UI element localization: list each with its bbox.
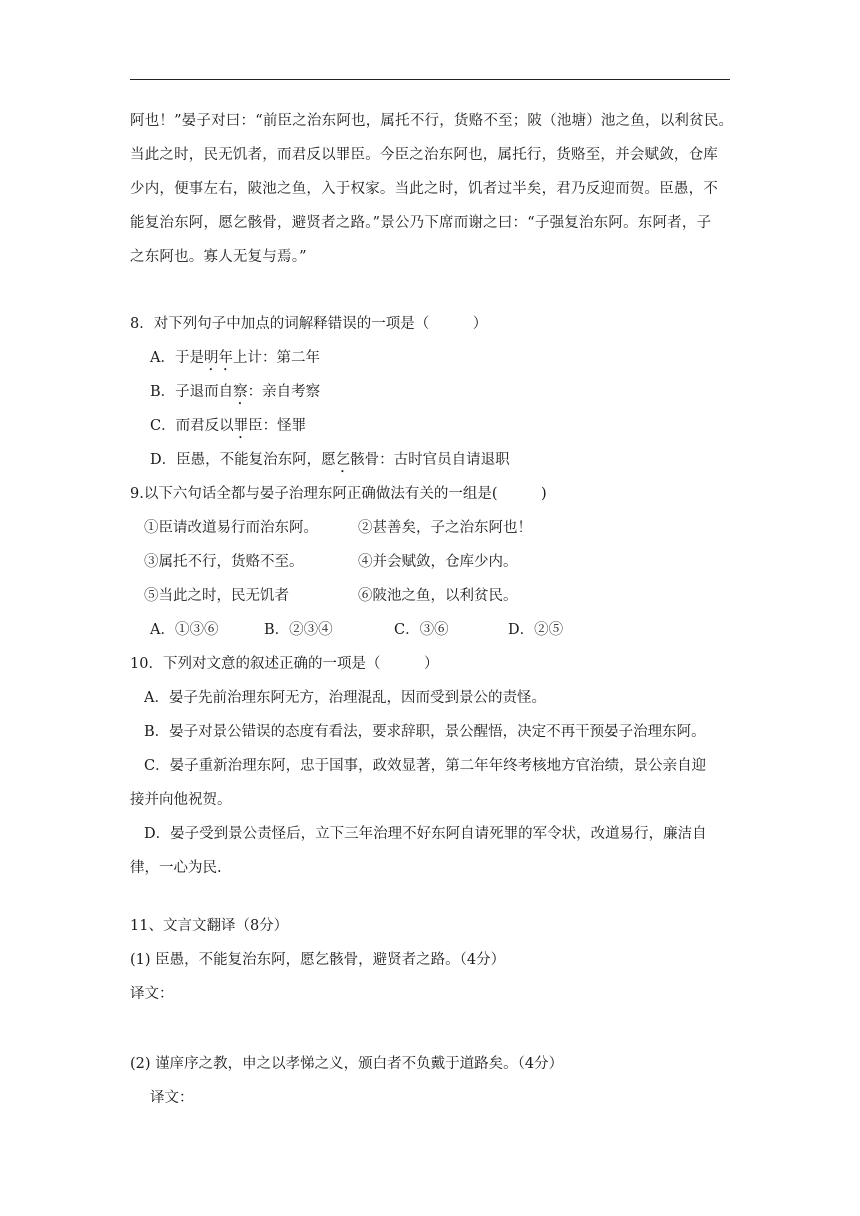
- option-text: D．臣愚，不能复治东阿，愿: [150, 452, 336, 468]
- option-b: B．②③④: [264, 622, 333, 638]
- passage-text: [130, 104, 734, 274]
- question-8: [130, 307, 740, 477]
- question-8-option-b: [130, 375, 740, 409]
- option-text: 骸骨：古时官员自请退职: [350, 452, 510, 468]
- dotted-word: 察: [233, 384, 248, 400]
- dotted-word: 罪: [233, 418, 249, 434]
- option-text: 臣：怪罪: [248, 418, 307, 434]
- list-item: ①臣请改道易行而治东阿。: [144, 520, 318, 536]
- passage-line: 少内，便事左右，陂池之鱼，入于权家。当此之时，饥者过半矣，君乃反迎而贺。臣愚，不: [130, 181, 718, 197]
- question-9-stem: 9.以下六句话全都与晏子治理东阿正确做法有关的一组是( ): [130, 486, 547, 502]
- option-text: B．子退而自: [150, 384, 234, 400]
- question-11-part-2: [130, 1047, 740, 1115]
- list-item: ⑤当此之时，民无饥者: [144, 588, 289, 604]
- dotted-word: 乞: [335, 452, 351, 468]
- question-11: [130, 909, 740, 1011]
- header-rule: [130, 79, 730, 80]
- question-10-stem: 10．下列对文意的叙述正确的一项是（ ）: [130, 656, 439, 672]
- list-item: ④并会赋敛，仓库少内。: [358, 554, 518, 570]
- question-9-item-row: [130, 511, 740, 545]
- question-8-stem: 8．对下列句子中加点的词解释错误的一项是（ ）: [130, 316, 488, 332]
- question-10: [130, 647, 740, 885]
- dotted-word: 明年: [203, 350, 233, 366]
- translation-label-2: 译文：: [150, 1090, 194, 1106]
- question-10-option-c: C．晏子重新治理东阿，忠于国事，政效显著，第二年年终考核地方官治绩，景公亲自迎: [144, 758, 707, 774]
- question-8-option-a: [130, 341, 740, 375]
- option-c: C．③⑥: [394, 622, 449, 638]
- question-8-option-d: [130, 443, 740, 477]
- question-10-option-d: D．晏子受到景公责怪后，立下三年治理不好东阿自请死罪的军令状，改道易行，廉洁自: [144, 826, 707, 842]
- list-item: ⑥陂池之鱼，以利贫民。: [358, 588, 518, 604]
- question-11-stem: 11、文言文翻译（8分）: [130, 918, 289, 934]
- passage-line: 能复治东阿，愿乞骸骨，避贤者之路。”景公乃下席而谢之曰：“子强复治东阿。东阿者，子: [130, 215, 712, 231]
- list-item: ②甚善矣，子之治东阿也！: [358, 520, 532, 536]
- option-text: A．于是: [150, 350, 204, 366]
- question-9-item-row: [130, 545, 740, 579]
- question-11-sentence-1: (1) 臣愚，不能复治东阿，愿乞骸骨，避贤者之路。（4分）: [130, 952, 506, 968]
- option-text: C．而君反以: [150, 418, 234, 434]
- list-item: ③属托不行，货赂不至。: [144, 554, 304, 570]
- translation-label-1: 译文：: [130, 986, 174, 1002]
- option-a: A．①③⑥: [150, 622, 219, 638]
- question-10-option-a: A．晏子先前治理东阿无方，治理混乱，因而受到景公的责怪。: [144, 690, 546, 706]
- passage-line: 之东阿也。寡人无复与焉。”: [130, 249, 307, 265]
- question-9-item-row: [130, 579, 740, 613]
- question-10-option-d-cont: 律，一心为民.: [130, 860, 222, 876]
- question-9-options: [130, 613, 740, 647]
- option-d: D．②⑤: [508, 622, 564, 638]
- option-text: 上计：第二年: [232, 350, 320, 366]
- question-10-option-c-cont: 接并向他祝贺。: [130, 792, 232, 808]
- passage-line: 阿也！”晏子对曰：“前臣之治东阿也，属托不行，货赂不至；陂（池塘）池之鱼，以利贫民。: [130, 113, 734, 129]
- passage-line: 当此之时，民无饥者，而君反以罪臣。今臣之治东阿也，属托行，货赂至，并会赋敛，仓库: [130, 147, 718, 163]
- question-8-option-c: [130, 409, 740, 443]
- question-9: [130, 477, 740, 647]
- question-11-sentence-2: (2) 谨庠序之教，申之以孝悌之义，颁白者不负戴于道路矣。（4分）: [130, 1056, 564, 1072]
- question-10-option-b: B．晏子对景公错误的态度有看法，要求辞职，景公醒悟，决定不再干预晏子治理东阿。: [144, 724, 706, 740]
- option-text: ：亲自考察: [247, 384, 321, 400]
